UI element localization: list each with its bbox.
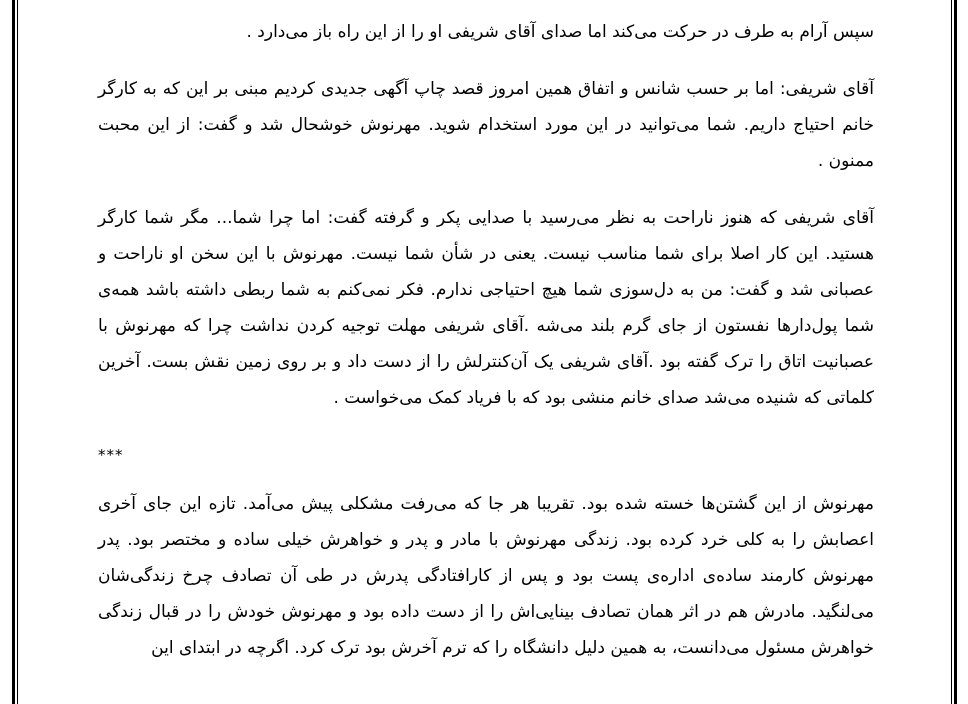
paragraph-4: مهرنوش از این گشتن‌ها خسته شده بود. تقریبا هر جا که می‌رفت مشکلی پیش می‌آمد. تازه این جای آخری اعصابش را به کلی خرد کرده بود. زندگی مهرنوش با مادر و پدر و خواهرش خیلی ساده و مختصر بود. پدر مهرنوش کارمند ساده‌ی اداره‌ی پست بود و پس از کارافتادگی پدرش در طی آن تصادف چرخ زندگی‌شان می‌لنگید. مادرش هم در اثر همان تصادف بینایی‌اش را از دست داده بود و مهرنوش خودش را در قبال زندگی خواهرش مسئول می‌دانست، به همین دلیل دانشگاه را که ترم آخرش بود ترک کرد. اگرچه در ابتدای این <box>98 494 874 658</box>
paragraph-3: آقای شریفی که هنوز ناراحت به نظر می‌رسید با صدایی پکر و گرفته گفت: اما چرا شما... مگر شما کارگر هستید. این کار اصلا برای شما مناسب نیست. یعنی در شأن شما نیست. مهرنوش با این سخن او ناراحت و عصبانی شد و گفت: من به دل‌سوزی شما هیچ احتیاجی ندارم. فکر نمی‌کنم به شما ربطی داشته باشد همه‌ی شما پول‌دارها نفستون از جای گرم بلند می‌شه .آقای شریفی مهلت توجیه کردن نداشت چرا که مهرنوش با عصبانیت اتاق را ترک گفته بود .آقای شریفی یک آن‌کنترلش را از دست داد و بر روی زمین نقش بست. آخرین کلماتی که شنیده می‌شد صدای خانم منشی بود که با فریاد کمک می‌خواست . <box>98 208 874 408</box>
section-separator: *** <box>98 446 124 464</box>
page-border-right <box>954 0 957 704</box>
paragraph-2: آقای شریفی: اما بر حسب شانس و اتفاق همین امروز قصد چاپ آگهی جدیدی کردیم مبنی بر این که به کارگر خانم احتیاج داریم. شما می‌توانید در این مورد استخدام شوید. مهرنوش خوشحال شد و گفت: از این محبت ممنون . <box>98 79 874 171</box>
page-border-left <box>12 0 15 704</box>
paragraph-1: سپس آرام به طرف در حرکت می‌کند اما صدای آقای شریفی او را از این راه باز می‌دارد . <box>246 22 874 42</box>
document-body <box>98 14 874 687</box>
